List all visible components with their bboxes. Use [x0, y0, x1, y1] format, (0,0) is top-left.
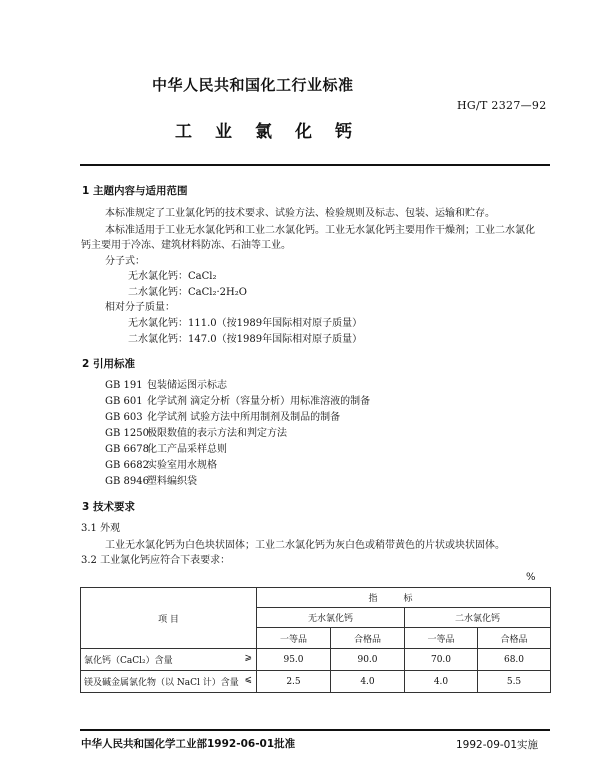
standard-code: HG/T 2327—92: [457, 99, 547, 112]
reference-code: GB 8946: [105, 476, 149, 487]
grade-header: 合格品: [478, 628, 551, 649]
reference-item: [105, 411, 340, 424]
molecular-mass-anhydrous: 无水氯化钙：111.0（按1989年国际相对原子质量）: [128, 318, 363, 329]
grade-header: 一等品: [405, 628, 478, 649]
reference-title: 塑料编织袋: [147, 476, 197, 487]
standard-title: 中华人民共和国化工行业标准: [152, 76, 354, 94]
section-3-1-heading: 3.1 外观: [81, 523, 121, 534]
section-2-heading: 2 引用标准: [82, 358, 135, 370]
row-label: [81, 649, 257, 671]
formula-label: 分子式：: [105, 256, 145, 267]
reference-title: 极限数值的表示方法和判定方法: [147, 428, 287, 439]
section-1-paragraph-2a: 本标准适用于工业无水氯化钙和工业二水氯化钙。工业无水氯化钙主要用作干燥剂；工业二水氯化: [105, 225, 535, 236]
reference-title: 实验室用水规格: [147, 460, 217, 471]
section-1-paragraph-2b: 钙主要用于冷冻、建筑材料防冻、石油等工业。: [81, 240, 291, 251]
table-cell: 68.0: [478, 649, 551, 671]
table-cell: 5.5: [478, 671, 551, 693]
reference-item: [105, 443, 227, 456]
dihydrate-group-header: 二水氯化钙: [405, 608, 551, 628]
anhydrous-group-header: 无水氯化钙: [257, 608, 405, 628]
appearance-text: 工业无水氯化钙为白色块状固体；工业二水氯化钙为灰白色或稍带黄色的片状或块状固体。: [105, 540, 505, 551]
reference-item: [105, 395, 370, 408]
approval-line: 中华人民共和国化学工业部1992-06-01批准: [81, 738, 296, 750]
formula-dihydrate: 二水氯化钙：CaCl₂·2H₂O: [128, 287, 247, 298]
comparison-symbol: ⩽: [244, 675, 252, 685]
reference-item: [105, 427, 287, 440]
reference-code: GB 601: [105, 396, 143, 407]
table-cell: 4.0: [405, 671, 478, 693]
row-label-text: 氯化钙（CaCl₂）含量: [84, 656, 173, 666]
table-row: [81, 649, 551, 671]
reference-code: GB 1250: [105, 428, 149, 439]
table-cell: 95.0: [257, 649, 331, 671]
specification-table: [80, 587, 551, 693]
grade-header: 合格品: [331, 628, 405, 649]
footer-divider: [80, 729, 550, 731]
index-header: 指标: [257, 588, 551, 608]
table-cell: 70.0: [405, 649, 478, 671]
document-title: 工业氯化钙: [175, 122, 375, 142]
table-cell: 2.5: [257, 671, 331, 693]
section-1-paragraph-1: 本标准规定了工业氯化钙的技术要求、试验方法、检验规则及标志、包装、运输和贮存。: [105, 208, 495, 219]
reference-title: 化工产品采样总则: [147, 444, 227, 455]
reference-title: 包装储运图示标志: [147, 380, 227, 391]
reference-title: 化学试剂 滴定分析（容量分析）用标准溶液的制备: [147, 396, 371, 407]
reference-code: GB 603: [105, 412, 143, 423]
header-divider: [80, 164, 550, 166]
reference-code: GB 6682: [105, 460, 149, 471]
grade-header: 一等品: [257, 628, 331, 649]
item-header: 项 目: [81, 588, 257, 649]
comparison-symbol: ⩾: [244, 653, 252, 663]
implementation-date: 1992-09-01实施: [456, 739, 539, 751]
section-3-heading: 3 技术要求: [82, 501, 135, 513]
molecular-mass-label: 相对分子质量：: [105, 302, 175, 313]
formula-anhydrous: 无水氯化钙：CaCl₂: [128, 271, 217, 282]
reference-item: [105, 459, 217, 472]
row-label-text: 镁及碱金属氯化物（以 NaCl 计）含量: [84, 678, 239, 688]
reference-item: [105, 379, 227, 392]
reference-code: GB 191: [105, 380, 143, 391]
section-3-2-text: 3.2 工业氯化钙应符合下表要求：: [81, 555, 231, 566]
reference-item: [105, 475, 197, 488]
unit-label: %: [526, 572, 536, 583]
reference-code: GB 6678: [105, 444, 149, 455]
table-cell: 4.0: [331, 671, 405, 693]
section-1-heading: 1 主题内容与适用范围: [82, 185, 188, 197]
table-cell: 90.0: [331, 649, 405, 671]
reference-title: 化学试剂 试验方法中所用制剂及制品的制备: [147, 412, 341, 423]
table-row: [81, 671, 551, 693]
molecular-mass-dihydrate: 二水氯化钙：147.0（按1989年国际相对原子质量）: [128, 334, 363, 345]
row-label: [81, 671, 257, 693]
